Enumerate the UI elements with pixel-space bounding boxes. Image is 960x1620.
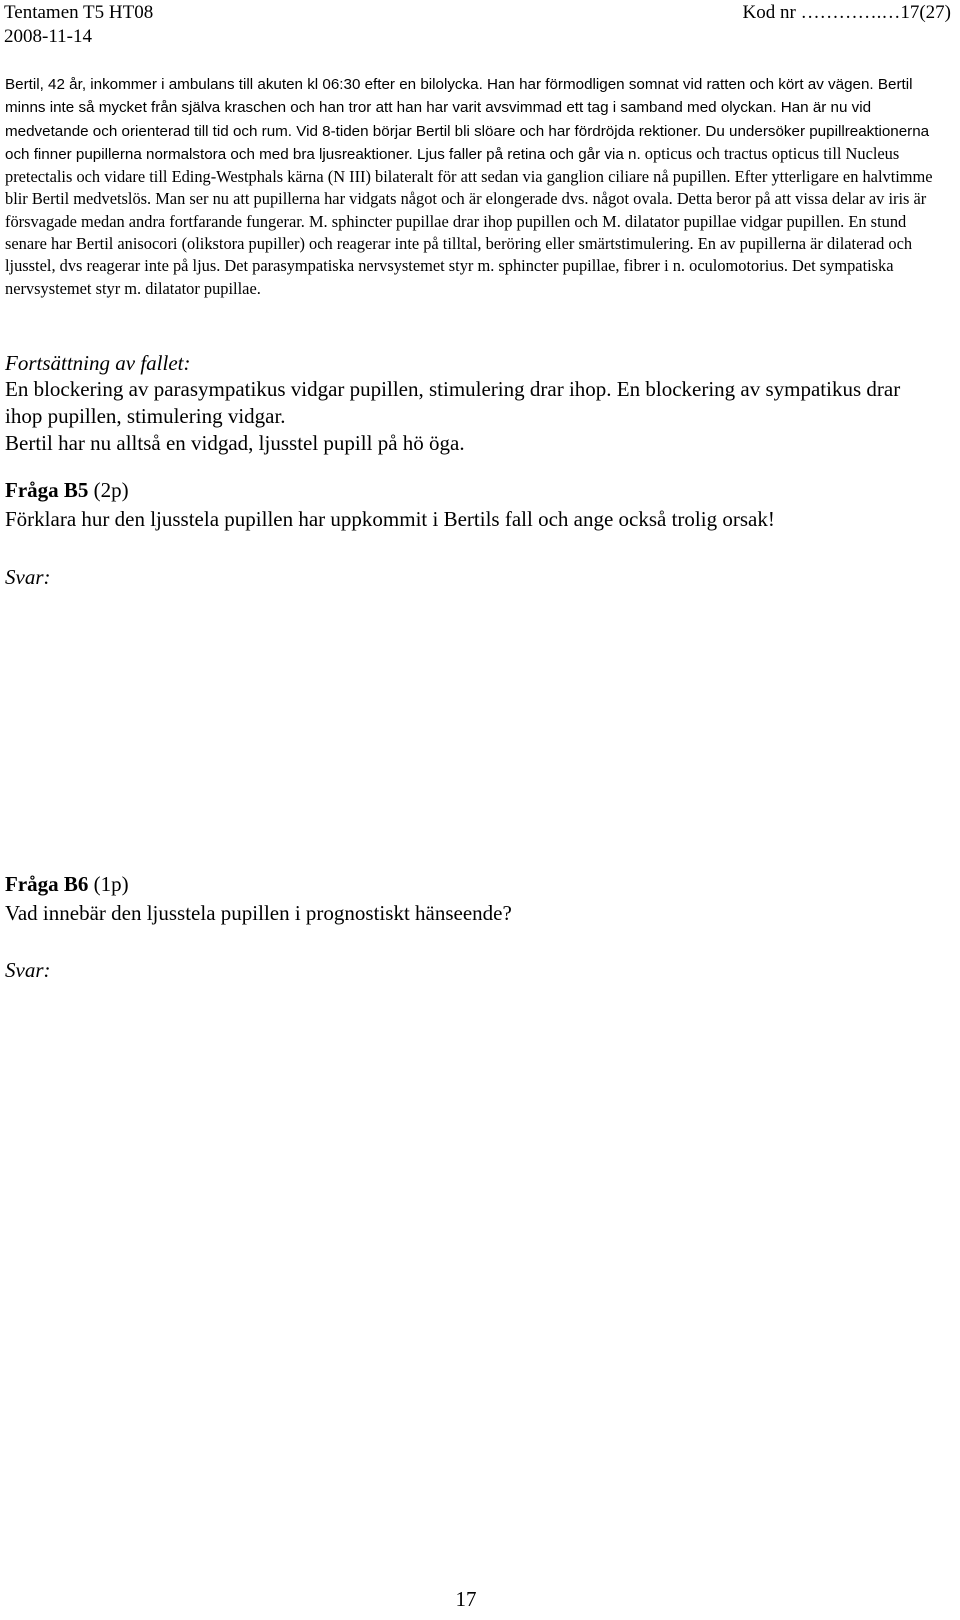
exam-title: Tentamen T5 HT08 [4, 2, 154, 23]
question-b5-label: Fråga B5 [5, 478, 89, 502]
case-description [5, 73, 940, 300]
continuation-line-1: En blockering av parasympatikus vidgar pupillen, stimulering drar ihop. En blockering av sympatikus drar ihop pupillen, stimulering vidgar. [5, 377, 901, 428]
case-text-part1: Bertil, 42 år, inkommer i ambulans till akuten kl 06:30 efter en bilolycka. Han har förmodligen somnat vid ratten och kört av vägen. Bertil minns inte så mycket från själva kraschen och han tror att han har varit avsvimmad ett tag i samband med olyckan. Han är nu vid medvetande och orienterad till tid och rum. Vid 8-tiden börjar Bertil bli slöare och har fördröjda rektioner. Du undersöker pupillreaktionerna och finner pupillerna normalstora och med bra ljusreaktioner. Ljus faller på retina och går via n. [5, 76, 930, 163]
question-b6-answer-label: Svar: [5, 958, 51, 982]
question-b6-label: Fråga B6 [5, 872, 89, 896]
question-b6-text: Vad innebär den ljusstela pupillen i prognostiskt hänseende? [5, 901, 512, 925]
case-text-part2: opticus och tractus opticus till Nucleus pretectalis och vidare till Eding-Westphals kärna (N III) bilateralt för att sedan via ganglion ciliare nå pupillen. Efter ytterligare en halvtimme blir Bertil medvetslös. Man ser nu att pupillerna har vidgats något och är elongerade dvs. något ovala. Detta beror på att vissa delar av iris är försvagade medan andra fortfarande fungerar. M. sphincter pupillae drar ihop pupillen och M. dilatator pupillae vidgar pupillen. En stund senare har Bertil anisocori (olikstora pupiller) och reagerar inte på tilltal, beröring eller smärtstimulering. En av pupillerna är dilaterad och ljusstel, dvs reagerar inte på ljus. Det parasympatiska nervsystemet styr m. sphincter pupillae, fibrer i n. oculomotorius. Det sympatiska nervsystemet styr m. dilatator pupillae. [5, 143, 933, 298]
continuation-text [5, 376, 940, 457]
question-b5-answer-label: Svar: [5, 565, 51, 589]
question-b6-title [5, 871, 129, 897]
question-b5-points: (2p) [93, 478, 129, 502]
page-number: 17 [455, 1587, 477, 1611]
continuation-line-2: Bertil har nu alltså en vidgad, ljusstel pupill på hö öga. [5, 431, 465, 455]
question-b6-points: (1p) [93, 872, 129, 896]
question-b5-text: Förklara hur den ljusstela pupillen har uppkommit i Bertils fall och ange också trolig orsak! [5, 507, 775, 531]
exam-date: 2008-11-14 [4, 26, 92, 47]
code-number-field: Kod nr ………….…17(27) [742, 2, 951, 23]
continuation-heading: Fortsättning av fallet: [5, 351, 191, 375]
header-left [4, 1, 153, 49]
question-b5-title [5, 477, 129, 503]
